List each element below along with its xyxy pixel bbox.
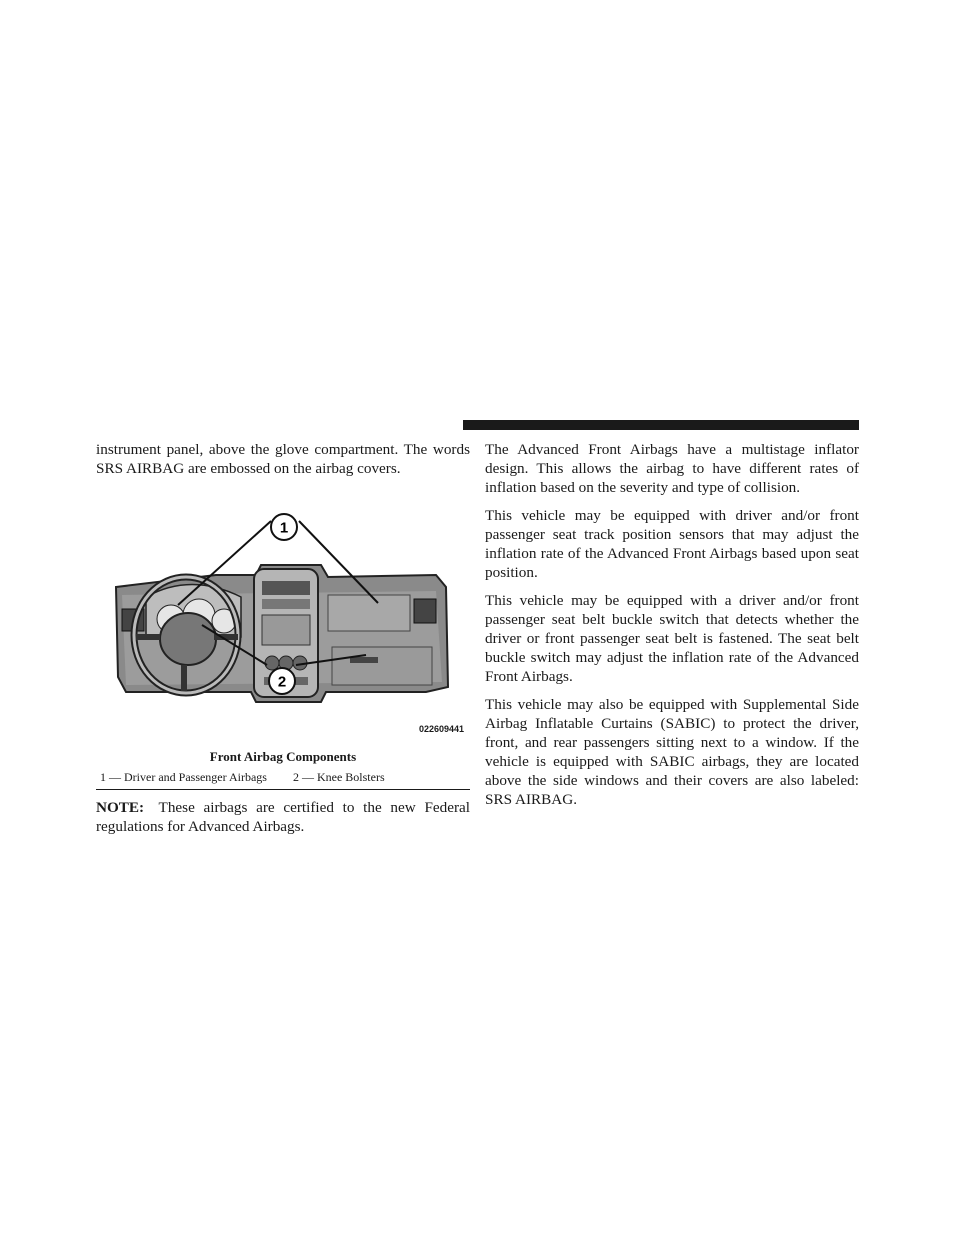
callout-1: 1 (279, 519, 289, 537)
section-header-bar (463, 420, 859, 430)
figure-title: Front Airbag Components (209, 749, 357, 764)
note-paragraph (96, 798, 470, 836)
legend-item-2: 2 — Knee Bolsters (292, 770, 385, 784)
note-text: These airbags are certified to the new Federal regulations for Advanced Airbags. (96, 799, 470, 835)
airbag-figure (96, 487, 470, 747)
left-column (96, 440, 470, 845)
figure-legend (96, 765, 470, 790)
right-column (485, 440, 859, 818)
dashboard-illustration (96, 487, 470, 747)
paragraph-sabic: This vehicle may also be equipped with Supplemental Side Airbag Inflatable Curtains (SABIC) to protect the driver, front, and rear passengers sitting next to a window. If the vehicle is equipped with SABIC airbags, they are located above the side windows and their covers are also labeled: SRS AIRBAG. (485, 696, 859, 808)
intro-paragraph: instrument panel, above the glove compartment. The words SRS AIRBAG are embossed on the airbag covers. (96, 441, 470, 477)
callout-2: 2 (277, 673, 287, 691)
paragraph-buckle-switch: This vehicle may be equipped with a driver and/or front passenger seat belt buckle switch that detects whether the driver or front passenger seat belt is fastened. The seat belt buckle switch may adjust the inflation rate of the Advanced Front Airbags. (485, 592, 859, 685)
paragraph-seat-track: This vehicle may be equipped with driver and/or front passenger seat track position sensors that may adjust the inflation rate of the Advanced Front Airbags based upon seat position. (485, 507, 859, 581)
figure-code: 022609441 (418, 724, 464, 734)
note-label: NOTE: (96, 799, 145, 816)
legend-item-1: 1 — Driver and Passenger Airbags (100, 770, 267, 784)
paragraph-multistage: The Advanced Front Airbags have a multistage inflator design. This allows the airbag to have different rates of inflation based on the severity and type of collision. (485, 441, 859, 496)
